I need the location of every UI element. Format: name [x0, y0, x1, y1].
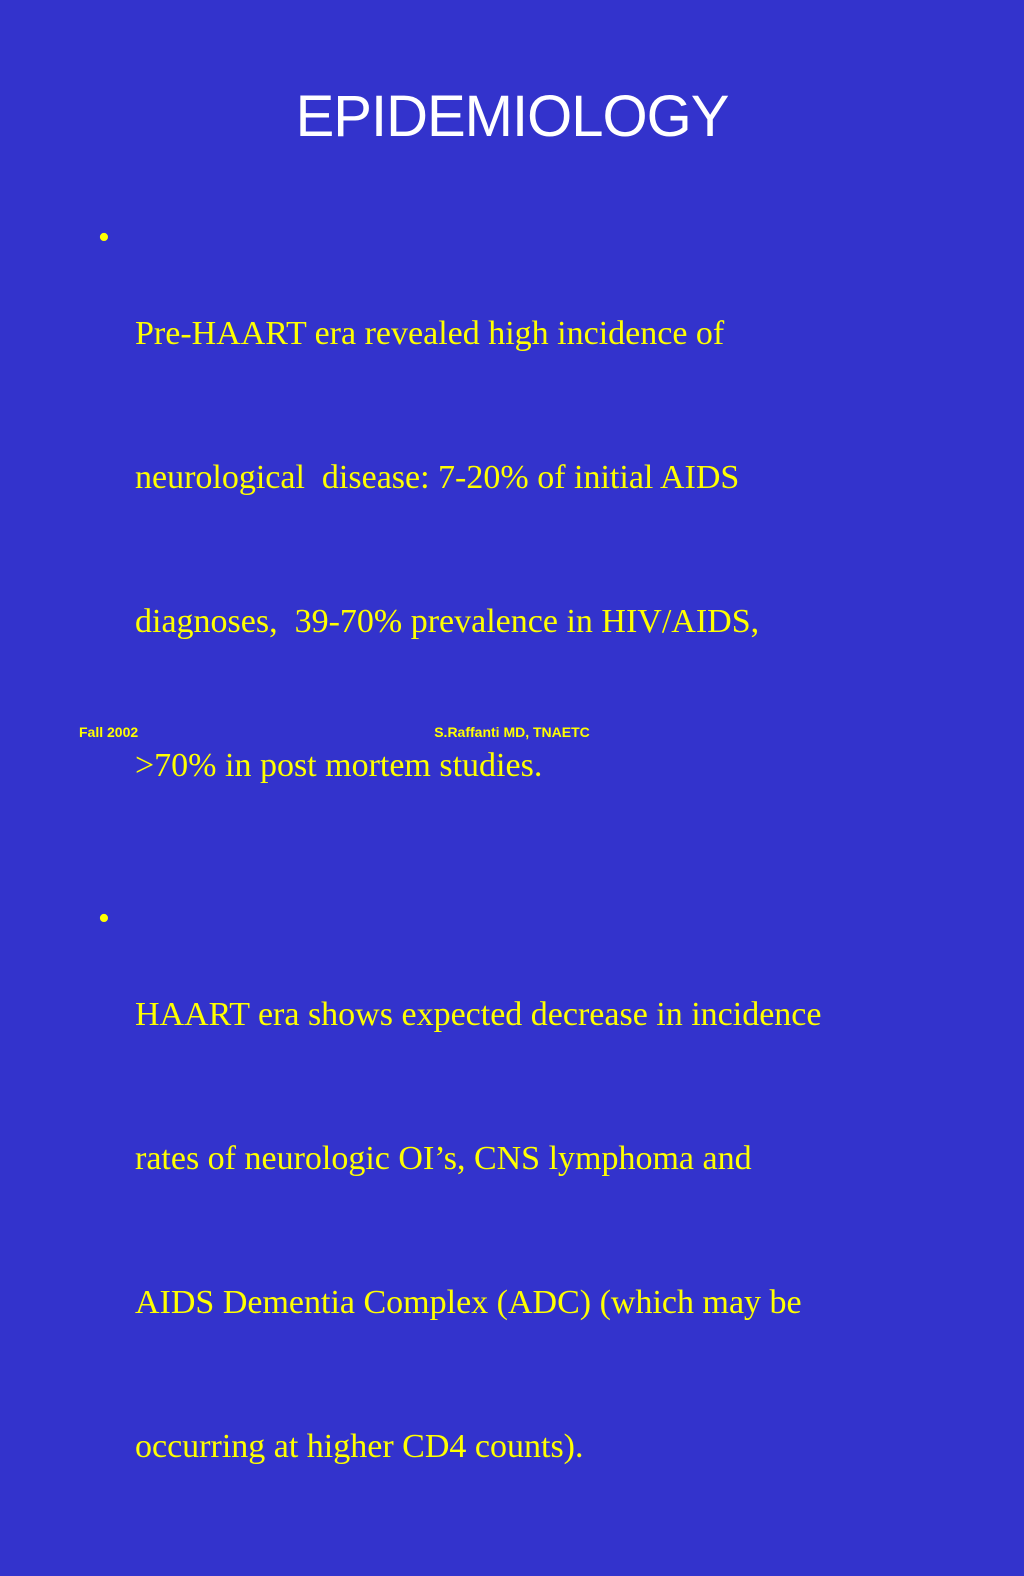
- bullet-text: [135, 214, 962, 886]
- bullet-line: AIDS Dementia Complex (ADC) (which may be: [135, 1284, 802, 1321]
- footer-date: Fall 2002: [79, 724, 139, 740]
- bullet-line: >70% in post mortem studies.: [135, 747, 543, 784]
- bullet-list: [92, 214, 962, 1576]
- bullet-line: diagnoses, 39-70% prevalence in HIV/AIDS,: [135, 603, 760, 640]
- bullet-item: [92, 895, 962, 1567]
- bullet-marker: •: [98, 900, 110, 937]
- bullet-line: neurological disease: 7-20% of initial AIDS: [135, 459, 740, 496]
- bullet-line: rates of neurologic OI’s, CNS lymphoma and: [135, 1140, 752, 1177]
- bullet-item: [92, 214, 962, 886]
- bullet-line: Pre-HAART era revealed high incidence of: [135, 315, 725, 352]
- slide-title: EPIDEMIOLOGY: [295, 84, 729, 149]
- bullet-text: [135, 895, 962, 1567]
- bullet-marker: •: [98, 219, 110, 256]
- bullet-line: occurring at higher CD4 counts).: [135, 1428, 584, 1465]
- bullet-line: HAART era shows expected decrease in incidence: [135, 996, 822, 1033]
- footer-author: S.Raffanti MD, TNAETC: [434, 724, 590, 740]
